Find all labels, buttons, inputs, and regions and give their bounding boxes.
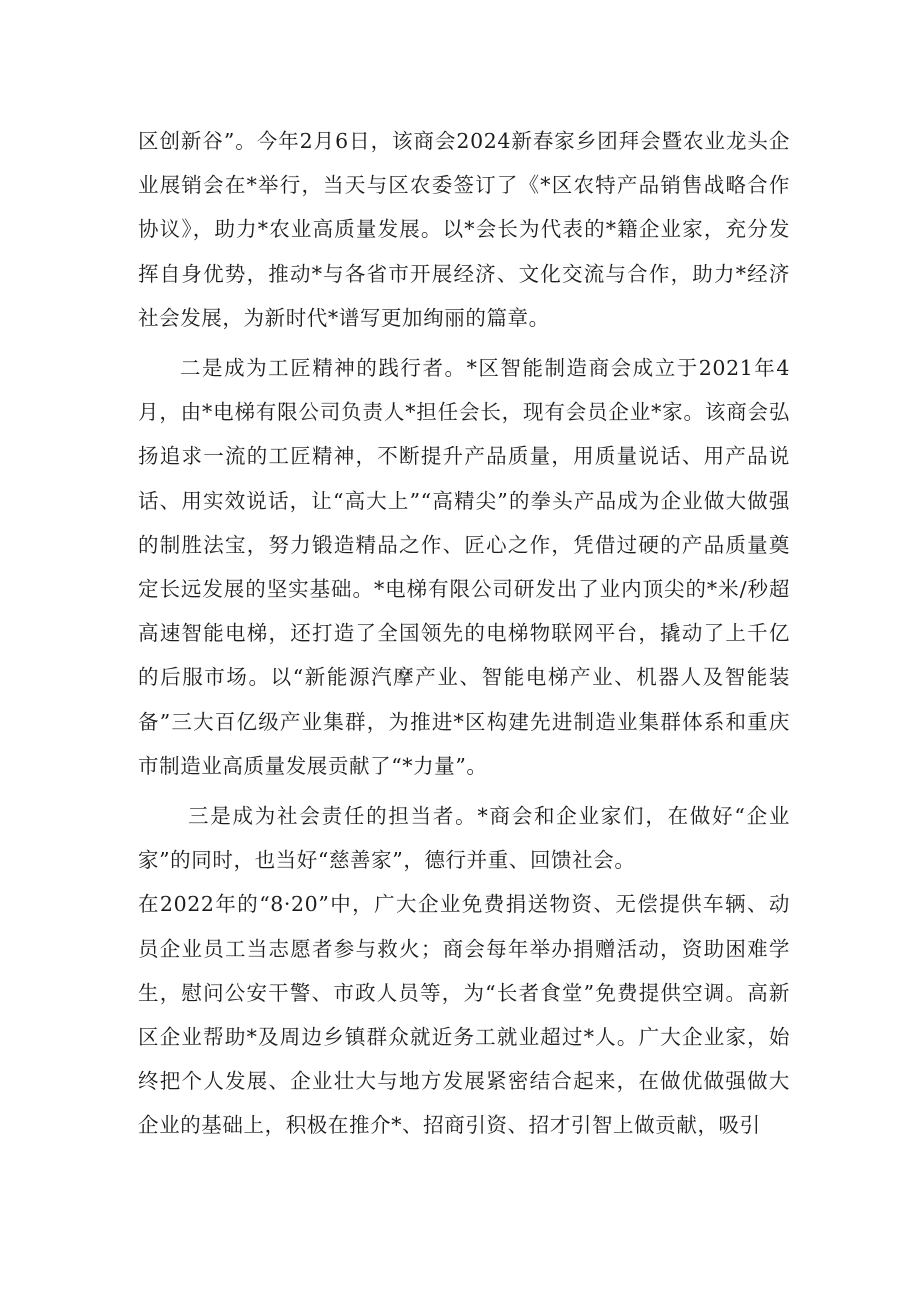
- paragraph-craftsmanship: 二是成为工匠精神的践行者。*区智能制造商会成立于2021年4月，由*电梯有限公司负责人*担任会长，现有会员企业*家。该商会弘扬追求一流的工匠精神，不断提升产品质量，用质量说话、用产品说话、用实效说话，让“高大上”“高精尖”的拳头产品成为企业做大做强的制胜法宝，努力锻造精品之作、匠心之作，凭借过硬的产品质量奠定长远发展的坚实基础。*电梯有限公司研发出了业内顶尖的*米/秒超高速智能电梯，还打造了全国领先的电梯物联网平台，撬动了上千亿的后服市场。以“新能源汽摩产业、智能电梯产业、机器人及智能装备”三大百亿级产业集群，为推进*区构建先进制造业集群体系和重庆市制造业高质量发展贡献了“*力量”。: [138, 356, 790, 778]
- paragraph-continuation: 区创新谷”。今年2月6日，该商会2024新春家乡团拜会暨农业龙头企业展销会在*举行，当天与区农委签订了《*区农特产品销售战略合作协议》，助力*农业高质量发展。以*会长为代表的*籍企业家，充分发挥自身优势，推动*与各省市开展经济、文化交流与合作，助力*经济社会发展，为新时代*谱写更加绚丽的篇章。: [138, 129, 790, 330]
- paragraph-social-responsibility: 三是成为社会责任的担当者。*商会和企业家们，在做好“企业家”的同时，也当好“慈善家”，德行并重、回馈社会。: [138, 804, 790, 873]
- document-body: [138, 119, 790, 1148]
- paragraph-charity-details: 在2022年的“8·20”中，广大企业免费捐送物资、无偿提供车辆、动员企业员工当志愿者参与救火；商会每年举办捐赠活动，资助困难学生，慰问公安干警、市政人员等，为“长者食堂”免费提供空调。高新区企业帮助*及周边乡镇群众就近务工就业超过*人。广大企业家，始终把个人发展、企业壮大与地方发展紧密结合起来，在做优做强做大企业的基础上，积极在推介*、招商引资、招才引智上做贡献，吸引: [138, 892, 790, 1138]
